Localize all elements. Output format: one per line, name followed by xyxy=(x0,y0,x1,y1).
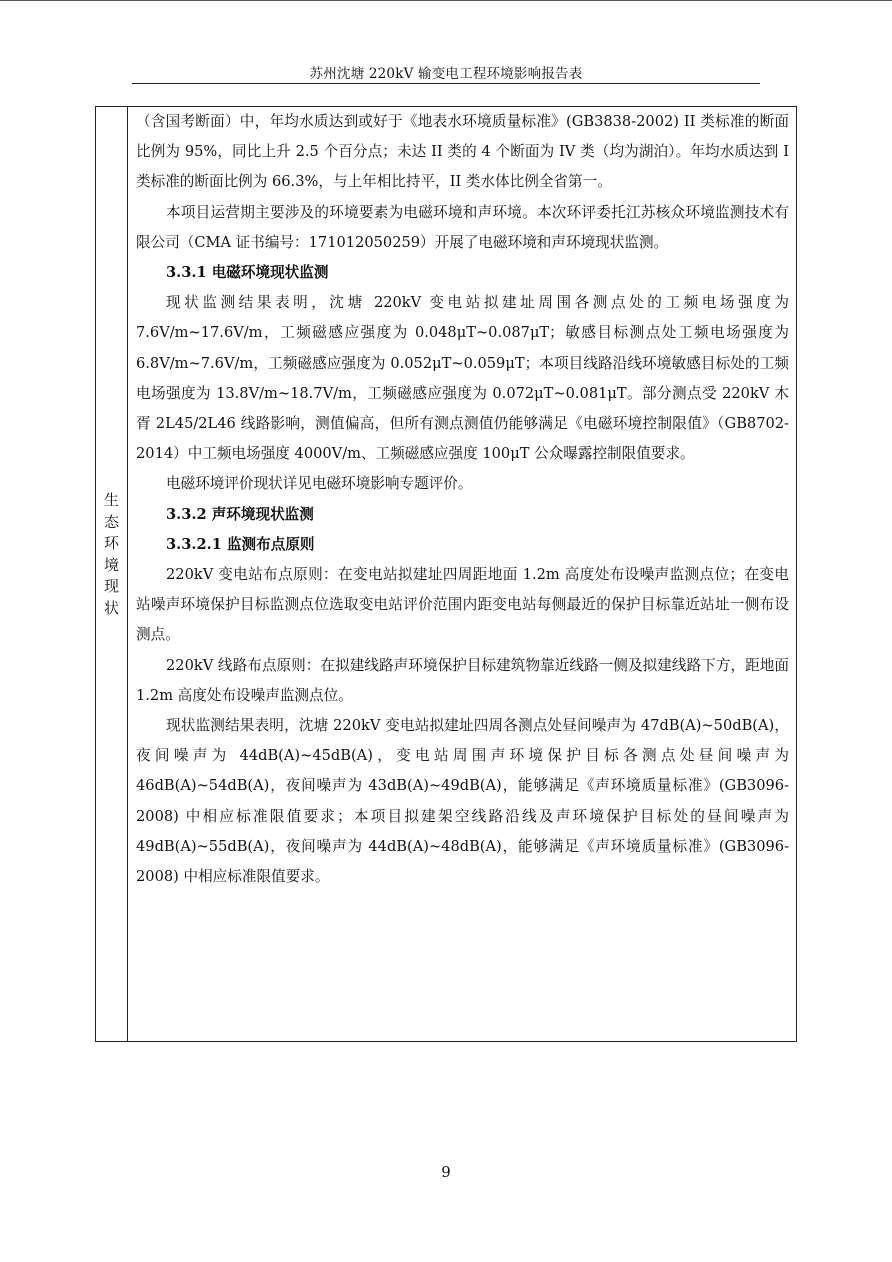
header-rule xyxy=(132,83,760,84)
body-paragraph: 220kV 变电站布点原则：在变电站拟建址四周距地面 1.2m 高度处布设噪声监测点位；在变电站噪声环境保护目标监测点位选取变电站评价范围内距变电站每侧最近的保护目标靠近站址一侧布设测点。 xyxy=(136,566,789,644)
page-number: 9 xyxy=(441,1163,451,1181)
body-paragraph: （含国考断面）中，年均水质达到或好于《地表水环境质量标准》(GB3838-2002) II 类标准的断面比例为 95%，同比上升 2.5 个百分点；未达 II 类的 4 个断面为 IV 类（均为湖泊）。年均水质达到 I 类标准的断面比例为 66.3%，与上年相比持平，II 类水体比例全省第一。 xyxy=(136,113,789,191)
side-label-char: 境 xyxy=(103,555,119,574)
section-side-label xyxy=(96,490,127,619)
side-label-char: 环 xyxy=(103,534,119,552)
body-paragraph: 本项目运营期主要涉及的环境要素为电磁环境和声环境。本次环评委托江苏核众环境监测技术有限公司（CMA 证书编号：171012050259）开展了电磁环境和声环境现状监测。 xyxy=(136,203,789,251)
body-paragraph: 电磁环境评价现状详见电磁环境影响专题评价。 xyxy=(166,475,473,493)
section-heading: 3.3.1 电磁环境现状监测 xyxy=(166,264,329,282)
section-content xyxy=(136,107,789,892)
column-divider xyxy=(127,107,128,1041)
section-heading: 3.3.2.1 监测布点原则 xyxy=(166,535,315,553)
side-label-char: 现 xyxy=(103,577,119,595)
content-table xyxy=(95,106,797,1042)
side-label-char: 态 xyxy=(103,512,119,531)
side-label-char: 生 xyxy=(103,491,119,509)
body-paragraph: 现状监测结果表明，沈塘 220kV 变电站拟建址周围各测点处的工频电场强度为 7.6V/m~17.6V/m，工频磁感应强度为 0.048μT~0.087μT；敏感目标测点处工频电场强度为 6.8V/m~7.6V/m，工频磁感应强度为 0.052μT~0.059μT；本项目线路沿线环境敏感目标处的工频电场强度为 13.8V/m~18.7V/m，工频磁感应强度为 0.072μT~0.081μT。部分测点受 220kV 木胥 2L45/2L46 线路影响，测值偏高，但所有测点测值仍能够满足《电磁环境控制限值》（GB8702-2014）中工频电场强度 4000V/m、工频磁感应强度 100μT 公众曝露控制限值要求。 xyxy=(136,294,789,463)
report-header-title: 苏州沈塘 220kV 输变电工程环境影响报告表 xyxy=(309,66,583,82)
page-top-edge xyxy=(0,0,892,1)
section-heading: 3.3.2 声环境现状监测 xyxy=(166,505,314,523)
side-label-char: 状 xyxy=(103,598,119,617)
body-paragraph: 220kV 线路布点原则：在拟建线路声环境保护目标建筑物靠近线路一侧及拟建线路下方，距地面 1.2m 高度处布设噪声监测点位。 xyxy=(136,656,789,704)
body-paragraph: 现状监测结果表明，沈塘 220kV 变电站拟建址四周各测点处昼间噪声为 47dB(A)~50dB(A)，夜间噪声为 44dB(A)~45dB(A)，变电站周围声环境保护目标各测点处昼间噪声为 46dB(A)~54dB(A)，夜间噪声为 43dB(A)~49dB(A)，能够满足《声环境质量标准》(GB3096-2008) 中相应标准限值要求；本项目拟建架空线路沿线及声环境保护目标处的昼间噪声为 49dB(A)~55dB(A)，夜间噪声为 44dB(A)~48dB(A)，能够满足《声环境质量标准》(GB3096-2008) 中相应标准限值要求。 xyxy=(136,717,789,886)
